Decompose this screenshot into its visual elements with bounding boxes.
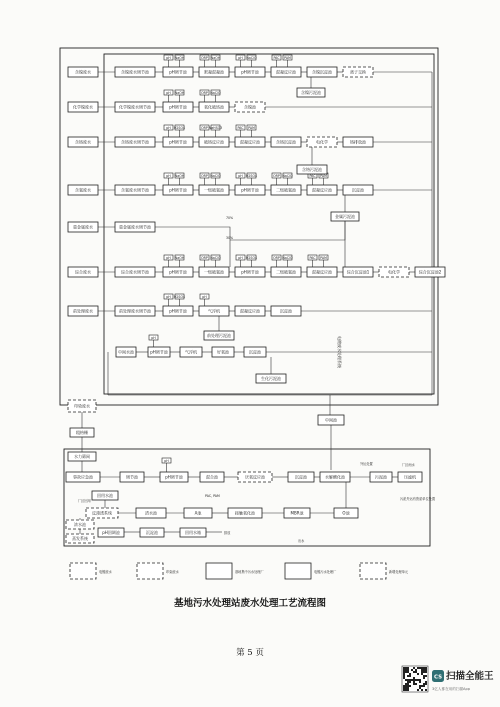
emergency-pool-label: 事故应急池 bbox=[73, 474, 93, 480]
qr-cell bbox=[407, 685, 409, 687]
concentrate-pool-label: 浓水池 bbox=[74, 521, 86, 527]
line5-step3-tag0-label: ORP bbox=[273, 255, 280, 260]
line5-step1-label: 一级破氰池 bbox=[204, 269, 224, 275]
line5-step3-label: 二级破氰池 bbox=[276, 269, 296, 275]
qr-cell bbox=[405, 671, 407, 673]
qr-cell bbox=[419, 667, 421, 669]
qr-cell bbox=[407, 669, 409, 671]
line1-step0-label: pH调节池 bbox=[169, 104, 187, 110]
source-0-label: 含镍废水 bbox=[75, 69, 91, 75]
line0-step2-tag0-label: pH bbox=[238, 55, 243, 60]
qr-cell bbox=[425, 675, 427, 677]
hydraulic-screen-label: 水力筛网 bbox=[74, 453, 90, 459]
line3-step3-label: 二级破氰池 bbox=[276, 187, 296, 193]
qr-cell bbox=[403, 687, 405, 689]
diagram-title: 基地污水处理站废水处理工艺流程图 bbox=[173, 598, 327, 609]
line0-step3-tag1-label: PAM bbox=[284, 55, 291, 60]
line3-step5-label: 沉淀池 bbox=[352, 187, 364, 193]
bottom-ph-tag-label: pH bbox=[164, 458, 169, 463]
outflow-label: 出水 bbox=[298, 539, 305, 543]
qr-cell bbox=[407, 689, 409, 691]
line2-step0-label: pH调节池 bbox=[169, 139, 187, 145]
line0-step3-label: 混凝反应池 bbox=[276, 69, 296, 75]
line5-step0-label: pH调节池 bbox=[169, 269, 187, 275]
mixing-tank-label: 混合池 bbox=[206, 474, 218, 480]
ph-return-tank-label: pH回调池 bbox=[102, 529, 120, 535]
qr-cell bbox=[421, 671, 423, 673]
line2-step2-tag1-label: PAM bbox=[248, 125, 255, 130]
legend-swatch-1 bbox=[137, 563, 163, 579]
regulating-tank-6-label: 前处理废水调节池 bbox=[119, 308, 151, 314]
discharge-label: 排放 bbox=[224, 531, 231, 535]
line5-step4-tag0-label: PAC bbox=[309, 255, 316, 260]
qr-cell bbox=[419, 687, 421, 689]
line1-step1-label: 氧化破络池 bbox=[204, 104, 224, 110]
qr-cell bbox=[415, 679, 417, 681]
qr-cell bbox=[403, 675, 405, 677]
qr-cell bbox=[407, 671, 409, 673]
middle-step-3-label: 沉淀池 bbox=[249, 349, 261, 355]
qr-cell bbox=[415, 671, 417, 673]
source-6-label: 前处理废水 bbox=[73, 308, 93, 314]
line3-step1-label: 一级破氰池 bbox=[204, 187, 224, 193]
line5-step2-label: pH调节池 bbox=[241, 269, 259, 275]
pretreat-sludge-label: 前处理污泥池 bbox=[207, 332, 231, 338]
qr-cell bbox=[415, 669, 417, 671]
line5-step1-tag0-label: ORP bbox=[201, 255, 208, 260]
legend-label-1: 印染废水 bbox=[166, 570, 179, 574]
qr-cell bbox=[423, 669, 425, 671]
line2-step2-label: 混凝反应池 bbox=[240, 139, 260, 145]
qr-cell bbox=[423, 671, 425, 673]
qr-cell bbox=[417, 667, 419, 669]
line5-step4-tag1-label: PAM bbox=[320, 255, 327, 260]
line1-step1-tag0-label: ORP bbox=[201, 90, 208, 95]
qr-cell bbox=[409, 679, 411, 681]
regulating-tank-1-label: 化学镍废水调节池 bbox=[119, 104, 151, 110]
line3-step1-tag1-label: NaClO bbox=[210, 173, 221, 178]
evaporation-system-label: 蒸发系统 bbox=[72, 535, 88, 541]
legend-label-4: 新增处理单元 bbox=[389, 570, 409, 574]
qr-cell bbox=[409, 681, 411, 683]
qr-cell bbox=[407, 683, 409, 685]
line3-step3-tag0-label: ORP bbox=[273, 173, 280, 178]
line2-step1-tag1-label: NaHSO3 bbox=[208, 125, 223, 130]
line5-step7-label: 综合沉淀池2 bbox=[418, 269, 442, 275]
reuse-water-tank-label: 回用水箱 bbox=[185, 529, 201, 535]
qr-cell bbox=[417, 679, 419, 681]
line6-step2-label: 混凝反应池 bbox=[240, 308, 260, 314]
clear-water-tank-label: 清水池 bbox=[145, 510, 157, 516]
mixing-dosing-tags: PAC, PAM bbox=[205, 494, 220, 498]
bio-sludge-label: 生化污泥池 bbox=[261, 375, 281, 381]
qr-cell bbox=[407, 681, 409, 683]
qr-cell bbox=[421, 689, 423, 691]
filter-press-label: 压滤机 bbox=[404, 474, 416, 480]
qr-cell bbox=[405, 685, 407, 687]
middle-ph-tag-label: pH bbox=[151, 335, 156, 340]
line3-step1-tag0-label: ORP bbox=[201, 173, 208, 178]
qr-cell bbox=[419, 681, 421, 683]
qr-cell bbox=[407, 679, 409, 681]
line5-step6-label: 电化学 bbox=[388, 269, 400, 275]
line2-step1-label: 破铬反应池 bbox=[204, 139, 224, 145]
line3-step3-tag1-label: NaClO bbox=[282, 173, 293, 178]
qr-cell bbox=[421, 673, 423, 675]
line0-step0-label: pH调节池 bbox=[169, 69, 187, 75]
final-settling-label: 沉淀池 bbox=[146, 529, 158, 535]
line0-step2-tag1-label: NaClO bbox=[246, 55, 257, 60]
qr-cell bbox=[423, 667, 425, 669]
qr-cell bbox=[405, 689, 407, 691]
qr-cell bbox=[405, 667, 407, 669]
line5-step5-label: 综合沉淀池1 bbox=[346, 269, 370, 275]
qr-cell bbox=[425, 667, 427, 669]
line3-step4-tag0-label: PAC bbox=[309, 173, 316, 178]
qr-cell bbox=[407, 687, 409, 689]
brand-slogan: 3亿人都在用的扫描App bbox=[432, 687, 471, 691]
rain-water-label: 厂区雨水 bbox=[402, 463, 415, 467]
line0-step0-tag1-label: NaOH bbox=[174, 55, 185, 60]
line3-step4-label: 混凝反应池 bbox=[312, 187, 332, 193]
split-ratio-30: 30% bbox=[226, 236, 234, 240]
brand-name: 扫描全能王 bbox=[446, 671, 494, 682]
logo-text: CS bbox=[433, 674, 443, 681]
line2-step4-label: 电化学 bbox=[316, 139, 328, 145]
qr-cell bbox=[413, 671, 415, 673]
reuse-pool-label: 回用水池 bbox=[97, 492, 113, 498]
coarse-grid-label: 粗格栅 bbox=[76, 429, 88, 435]
line5-step2-tag1-label: H2SO4 bbox=[246, 255, 257, 260]
qr-cell bbox=[413, 679, 415, 681]
legend-swatch-0 bbox=[70, 563, 96, 579]
settling-tank-label: 沉淀池 bbox=[295, 474, 307, 480]
split-ratio-70: 70% bbox=[226, 216, 234, 220]
qr-cell bbox=[413, 677, 415, 679]
qr-cell bbox=[421, 667, 423, 669]
legend-swatch-2 bbox=[206, 563, 232, 579]
line0-step1-tag0-label: ORP bbox=[201, 55, 208, 60]
line0-step1-tag1-label: NaOH bbox=[210, 55, 221, 60]
source-4-label: 重金属废水 bbox=[73, 224, 93, 230]
line1-step1-tag1-label: NaClO bbox=[210, 90, 221, 95]
disposal-label: 外运处置 bbox=[360, 462, 373, 466]
line2-step2-tag0-label: PAC bbox=[237, 125, 244, 130]
qr-cell bbox=[407, 675, 409, 677]
dyeing-source-label: 印染废水 bbox=[74, 403, 90, 409]
line3-step2-tag1-label: H2SO4 bbox=[246, 173, 257, 178]
line6-step1-tag0-label: pH bbox=[202, 294, 207, 299]
anaerobic-tank-label: 厌氧反应池 bbox=[245, 474, 265, 480]
line0-step0-tag0-label: pH bbox=[166, 55, 171, 60]
line5-step0-tag0-label: pH bbox=[166, 255, 171, 260]
qr-cell bbox=[403, 685, 405, 687]
line2-step1-tag0-label: ORP bbox=[201, 125, 208, 130]
sludge-tank-label: 污泥池 bbox=[375, 474, 387, 480]
qr-cell bbox=[405, 669, 407, 671]
line6-step0-tag1-label: H2SO4 bbox=[174, 294, 185, 299]
mbr-tank-label: MBR池 bbox=[290, 510, 304, 516]
qr-cell bbox=[413, 681, 415, 683]
plant-reuse-label: 厂区回用 bbox=[78, 499, 91, 503]
line1-step0-tag1-label: NaOH bbox=[174, 90, 185, 95]
qr-cell bbox=[405, 687, 407, 689]
line6-step3-label: 沉淀池 bbox=[280, 308, 292, 314]
qr-cell bbox=[403, 667, 405, 669]
line0-step1-label: 絮凝混凝池 bbox=[204, 69, 224, 75]
chrome-sludge-label: 含铬污泥池 bbox=[302, 166, 322, 172]
qr-cell bbox=[403, 671, 405, 673]
line5-step4-label: 混凝反应池 bbox=[312, 269, 332, 275]
line1-step0-tag0-label: pH bbox=[166, 90, 171, 95]
line2-step0-tag0-label: pH bbox=[166, 125, 171, 130]
line3-step0-tag0-label: pH bbox=[166, 173, 171, 178]
legend-label-0: 电镀废水 bbox=[99, 570, 112, 574]
line5-step3-tag1-label: NaClO bbox=[282, 255, 293, 260]
line1-step2-label: 含镍池 bbox=[244, 104, 256, 110]
heavy-metal-return-line bbox=[230, 221, 345, 240]
nickel-sludge-label: 含镍污泥池 bbox=[301, 89, 321, 95]
line5-step1-tag1-label: NaClO bbox=[210, 255, 221, 260]
qr-cell bbox=[411, 669, 413, 671]
qr-cell bbox=[425, 683, 427, 685]
line3-step0-tag1-label: NaOH bbox=[174, 173, 185, 178]
line5-step2-tag0-label: pH bbox=[238, 255, 243, 260]
qr-cell bbox=[403, 673, 405, 675]
legend-swatch-3 bbox=[285, 563, 311, 579]
vertical-system-label: 电镀废水处理系统 bbox=[337, 336, 342, 368]
qr-cell bbox=[403, 677, 405, 679]
qr-cell bbox=[417, 689, 419, 691]
contact-oxidation-label: 接触氧化池 bbox=[235, 510, 255, 516]
line0-step3-tag0-label: PAC bbox=[273, 55, 280, 60]
source-1-label: 化学镍废水 bbox=[73, 104, 93, 110]
middle-pool-label: 中间池 bbox=[325, 417, 337, 423]
sludge-disposal-note: 污泥外运有资质单位处置 bbox=[400, 497, 436, 501]
line6-step0-label: pH调节池 bbox=[169, 308, 187, 314]
qr-cell bbox=[403, 689, 405, 691]
regulating-tank-4-label: 重金属废水调节池 bbox=[119, 224, 151, 230]
line2-step0-tag1-label: H2SO4 bbox=[174, 125, 185, 130]
qr-cell bbox=[409, 675, 411, 677]
scanner-watermark bbox=[402, 666, 494, 692]
qr-cell bbox=[421, 685, 423, 687]
qr-cell bbox=[403, 669, 405, 671]
qr-cell bbox=[405, 679, 407, 681]
middle-step-1-label: 气浮机 bbox=[185, 349, 197, 355]
line3-step2-label: pH调节池 bbox=[241, 187, 259, 193]
adjust-tank-label: 调节池 bbox=[126, 474, 138, 480]
line2-step3-label: 含铬沉淀池 bbox=[276, 139, 296, 145]
qr-cell bbox=[421, 669, 423, 671]
line0-step4-label: 含镍沉淀池 bbox=[312, 69, 332, 75]
qr-cell bbox=[409, 673, 411, 675]
qr-cell bbox=[423, 685, 425, 687]
middle-step-0-label: pH调节池 bbox=[150, 349, 168, 355]
legend-swatch-4 bbox=[360, 563, 386, 579]
qr-cell bbox=[413, 683, 415, 685]
heavy-metal-split-line bbox=[155, 227, 230, 267]
regulating-tank-0-label: 含镍废水调节池 bbox=[121, 69, 149, 75]
qr-cell bbox=[425, 669, 427, 671]
qr-cell bbox=[419, 685, 421, 687]
line2-step5-label: 铬排放池 bbox=[350, 139, 366, 145]
middle-step-2-label: 好氧池 bbox=[217, 349, 229, 355]
qr-cell bbox=[425, 681, 427, 683]
qr-cell bbox=[423, 677, 425, 679]
line5-step0-tag1-label: NaOH bbox=[174, 255, 185, 260]
line0-step2-label: pH调节池 bbox=[241, 69, 259, 75]
line3-step0-label: pH调节池 bbox=[169, 187, 187, 193]
line3-step2-tag0-label: pH bbox=[238, 173, 243, 178]
line3-step4-tag1-label: PAM bbox=[320, 173, 327, 178]
qr-cell bbox=[405, 683, 407, 685]
qr-cell bbox=[415, 683, 417, 685]
legend-label-2: 基地集中污水处理厂 bbox=[235, 570, 264, 574]
qr-cell bbox=[425, 689, 427, 691]
qr-cell bbox=[419, 679, 421, 681]
legend-label-3: 电镀污水处理厂 bbox=[314, 570, 337, 574]
o-tank-label: O池 bbox=[342, 510, 350, 516]
line6-step1-label: 气浮机 bbox=[208, 308, 220, 314]
source-5-label: 综合废水 bbox=[75, 269, 91, 275]
metal-sludge-label: 金属污泥池 bbox=[335, 213, 355, 219]
qr-cell bbox=[423, 675, 425, 677]
line0-step5-label: 离子交换 bbox=[350, 69, 366, 75]
line6-step0-tag0-label: pH bbox=[166, 294, 171, 299]
qr-cell bbox=[423, 683, 425, 685]
qr-cell bbox=[407, 667, 409, 669]
source-3-label: 含氰废水 bbox=[75, 187, 91, 193]
regulating-tank-2-label: 含铬废水调节池 bbox=[121, 139, 149, 145]
qr-cell bbox=[417, 673, 419, 675]
qr-cell bbox=[413, 667, 415, 669]
regulating-tank-5-label: 综合废水调节池 bbox=[121, 269, 149, 275]
a-tank-label: A池 bbox=[194, 510, 202, 516]
qr-cell bbox=[409, 685, 411, 687]
source-2-label: 含铬废水 bbox=[75, 139, 91, 145]
ph-adjust-tank-label: pH调节池 bbox=[165, 474, 183, 480]
hydrolysis-tank-label: 水解酸化池 bbox=[325, 474, 345, 480]
middle-source-label: 中间水池 bbox=[118, 349, 134, 355]
qr-cell bbox=[425, 671, 427, 673]
qr-cell bbox=[411, 679, 413, 681]
page-number: 第 5 页 bbox=[236, 648, 264, 658]
ro-system-label: 反渗透系统 bbox=[92, 510, 112, 516]
regulating-tank-3-label: 含氰废水调节池 bbox=[121, 187, 149, 193]
